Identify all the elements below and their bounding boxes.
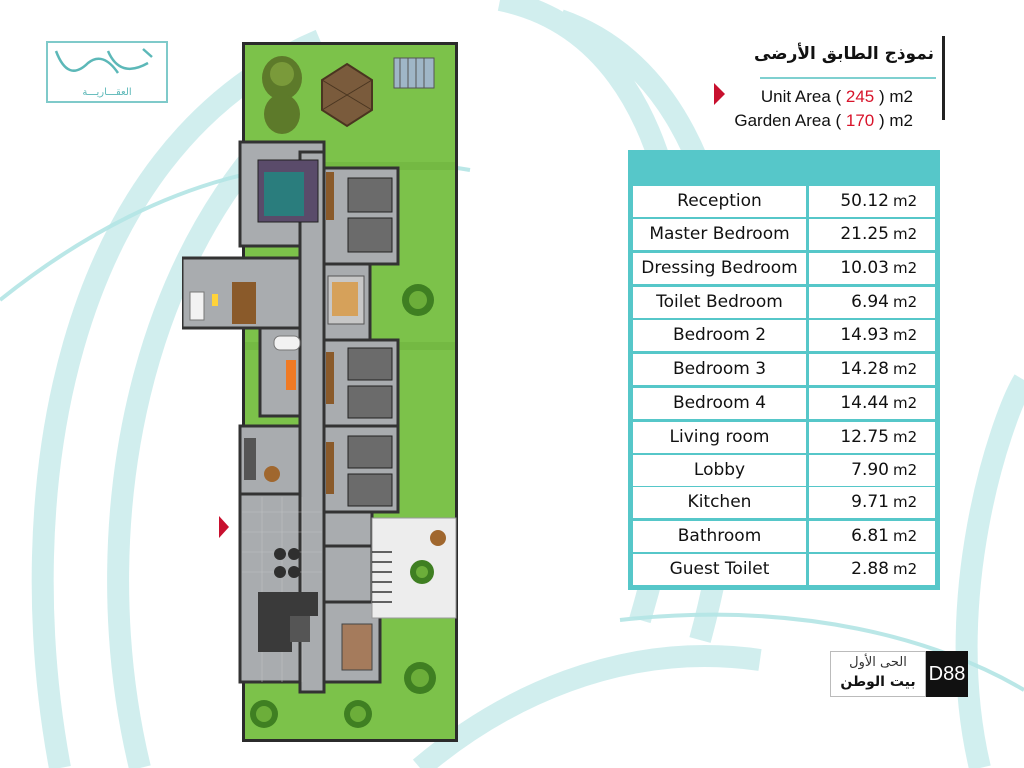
table-row (633, 354, 935, 385)
garden-area-value: 170 (845, 111, 875, 130)
room-area (809, 186, 935, 217)
table-row (633, 455, 935, 486)
room-name: Kitchen (633, 487, 806, 518)
room-area-unit: m2 (893, 259, 918, 277)
page-title: نموذج الطابق الأرضى (753, 44, 934, 64)
pergola-icon (394, 58, 434, 88)
floor-plan-drawing (182, 42, 460, 742)
room-area (809, 388, 935, 419)
room-name: Living room (633, 422, 806, 453)
badge-district: الحى الأول (849, 655, 907, 670)
table-row (633, 422, 935, 453)
room-area-value: 14.93 (840, 325, 889, 345)
table-row (633, 320, 935, 351)
room-area-unit: m2 (893, 394, 918, 412)
room-area-value: 7.90 (851, 460, 889, 480)
unit-area (761, 87, 913, 107)
badge-project: بيت الوطن (840, 674, 916, 690)
room-area (809, 521, 935, 552)
company-logo (46, 41, 168, 103)
table-row (633, 287, 935, 318)
room-area-value: 6.81 (851, 526, 889, 546)
room-area-table (628, 150, 940, 590)
room-name: Bedroom 4 (633, 388, 806, 419)
title-divider (942, 36, 945, 120)
room-area-unit: m2 (893, 360, 918, 378)
table-row (633, 186, 935, 217)
garden-area-unit: ) m2 (879, 111, 913, 130)
room-area-value: 50.12 (840, 191, 889, 211)
table-row (633, 521, 935, 552)
room-area-value: 9.71 (851, 492, 889, 512)
room-area-value: 21.25 (840, 224, 889, 244)
room-area (809, 554, 935, 585)
room-area-value: 10.03 (840, 258, 889, 278)
room-name: Bathroom (633, 521, 806, 552)
building-badge (830, 651, 968, 697)
room-area (809, 219, 935, 250)
room-name: Reception (633, 186, 806, 217)
room-area (809, 455, 935, 486)
room-name: Bedroom 2 (633, 320, 806, 351)
room-name: Bedroom 3 (633, 354, 806, 385)
room-area-unit: m2 (893, 192, 918, 210)
room-area-value: 14.28 (840, 359, 889, 379)
room-area-value: 2.88 (851, 559, 889, 579)
table-row (633, 487, 935, 518)
title-underline (760, 77, 936, 79)
table-header (628, 150, 940, 184)
room-area-unit: m2 (893, 493, 918, 511)
room-area (809, 487, 935, 518)
room-area-unit: m2 (893, 293, 918, 311)
badge-code: D88 (926, 651, 968, 697)
arrow-marker-icon (714, 83, 725, 105)
table-row (633, 253, 935, 284)
room-area (809, 422, 935, 453)
room-area-unit: m2 (893, 326, 918, 344)
table-row (633, 554, 935, 585)
room-area (809, 354, 935, 385)
room-name: Guest Toilet (633, 554, 806, 585)
room-area (809, 320, 935, 351)
table-row (633, 219, 935, 250)
room-area-unit: m2 (893, 225, 918, 243)
table-row (633, 388, 935, 419)
room-name: Master Bedroom (633, 219, 806, 250)
unit-area-value: 245 (845, 87, 875, 106)
unit-area-label: Unit Area ( (760, 87, 842, 106)
badge-label (830, 651, 926, 697)
room-name: Dressing Bedroom (633, 253, 806, 284)
room-area-value: 12.75 (840, 427, 889, 447)
entrance-arrow-icon (219, 516, 229, 538)
room-name: Lobby (633, 455, 806, 486)
logo-text: العقـــاريـــة (82, 87, 132, 98)
room-name: Toilet Bedroom (633, 287, 806, 318)
room-area (809, 287, 935, 318)
room-area-value: 6.94 (851, 292, 889, 312)
garden-area-label: Garden Area ( (734, 111, 842, 130)
garden-area (734, 111, 913, 131)
logo-mark-icon (48, 43, 166, 87)
room-area-unit: m2 (893, 560, 918, 578)
room-area-unit: m2 (893, 428, 918, 446)
room-area-unit: m2 (893, 461, 918, 479)
room-area-value: 14.44 (840, 393, 889, 413)
room-area (809, 253, 935, 284)
unit-area-unit: ) m2 (879, 87, 913, 106)
room-area-unit: m2 (893, 527, 918, 545)
